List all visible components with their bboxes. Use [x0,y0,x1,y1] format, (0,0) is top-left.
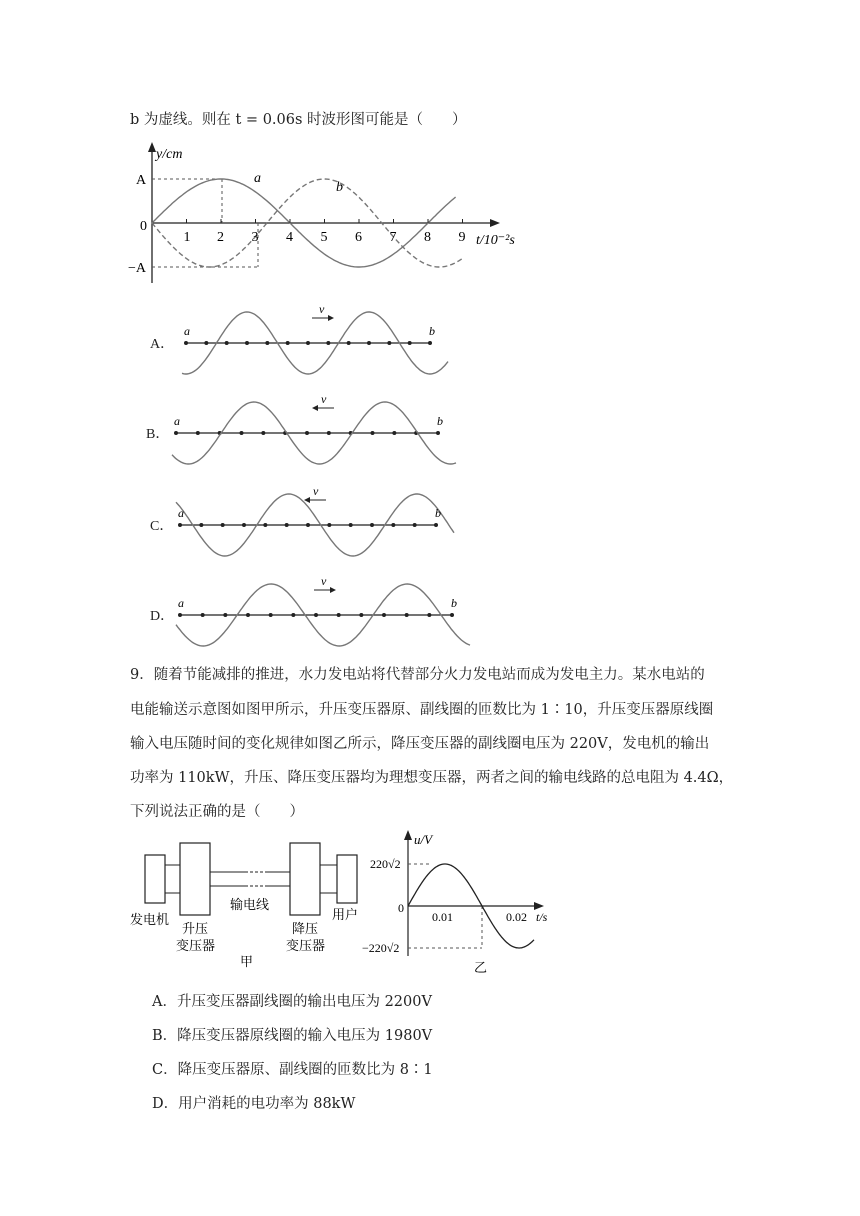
q9-option[interactable]: B．降压变压器原线圈的输入电压为 1980V [152,1028,433,1044]
particle-dot [306,523,310,527]
arrow-head [304,497,310,503]
q8-option-label[interactable]: C． [150,519,174,534]
particle-dot [428,341,432,345]
particle-dot [387,341,391,345]
amp-neg-label: −A [128,261,147,276]
particle-dot [382,613,386,617]
particle-dot [178,523,182,527]
particle-dot [347,341,351,345]
velocity-label: v [321,395,327,406]
point-b-label: b [435,506,441,520]
generator-label: 发电机 [130,913,170,928]
amp-pos-label: A [136,173,147,188]
q8-option-wave[interactable] [170,487,490,567]
particle-dot [221,523,225,527]
q9-ut-graph [360,826,560,976]
step-down-label-2: 变压器 [286,939,326,954]
graph-caption: 乙 [474,961,488,976]
point-a-label: a [184,324,190,338]
point-a-label: a [174,414,180,428]
particle-dot [269,613,273,617]
arrow-head [330,587,336,593]
velocity-label: v [321,577,327,588]
particle-dot [405,613,409,617]
particle-dot [240,431,244,435]
t1-label: 0.01 [432,910,453,924]
q9-option[interactable]: C．降压变压器原、副线圈的匝数比为 8∶1 [152,1062,433,1078]
velocity-label: v [319,305,325,316]
q9-text-line: 电能输送示意图如图甲所示，升压变压器原、副线圈的匝数比为 1∶10，升压变压器原线圈 [130,702,714,718]
x-tick-label: 7 [389,230,397,245]
q8-option-wave[interactable] [170,577,490,657]
particle-dot [337,613,341,617]
x-tick-label: 9 [458,230,466,245]
particle-dot [306,341,310,345]
particle-dot [285,523,289,527]
step-up-label-2: 变压器 [176,939,216,954]
q8-graph [0,138,860,438]
velocity-label: v [313,487,319,498]
point-a-label: a [178,596,184,610]
q8-option-label[interactable]: B． [146,427,170,442]
particle-dot [223,613,227,617]
x-tick-label: 4 [286,230,293,245]
q8-option-wave[interactable] [170,395,490,475]
particle-dot [261,431,265,435]
arrow-head [312,405,318,411]
generator-box [145,855,165,903]
particle-dot [286,341,290,345]
particle-dot [178,613,182,617]
x-tick-label: 3 [251,230,259,245]
particle-dot [391,523,395,527]
particle-dot [242,523,246,527]
point-b-label: b [429,324,435,338]
u-origin-label: 0 [398,901,404,915]
peak-pos-label: 220√2 [370,857,401,871]
step-up-label-1: 升压 [182,922,209,937]
particle-dot [199,523,203,527]
t2-label: 0.02 [506,910,527,924]
x-axis-label: t/10⁻²s [476,233,515,248]
curve-b-label: b [336,180,343,195]
q9-text-line: 功率为 110kW，升压、降压变压器均为理想变压器，两者之间的输电线路的总电阻为 4.4Ω， [130,770,734,786]
x-tick-label: 5 [320,230,328,245]
particle-dot [371,431,375,435]
point-b-label: b [451,596,457,610]
q9-option[interactable]: A．升压变压器副线圈的输出电压为 2200V [152,994,432,1010]
q8-option-label[interactable]: D． [150,609,175,624]
particle-dot [305,431,309,435]
x-tick-label: 2 [217,230,224,245]
origin-label: 0 [140,219,147,234]
particle-dot [370,523,374,527]
x-tick-label: 6 [355,230,362,245]
q8-stem: b 为虚线。则在 t = 0.06s 时波形图可能是（ ） [130,112,467,128]
point-a-label: a [178,506,184,520]
particle-dot [413,523,417,527]
particle-dot [196,431,200,435]
particle-dot [314,613,318,617]
arrow-head [328,315,334,321]
particle-dot [408,341,412,345]
diagram-caption: 甲 [240,955,254,970]
q8-option-label[interactable]: A． [150,337,175,352]
user-box [337,855,357,903]
particle-dot [450,613,454,617]
user-label: 用户 [332,908,359,923]
particle-dot [327,431,331,435]
particle-dot [367,341,371,345]
particle-dot [174,431,178,435]
particle-dot [246,613,250,617]
q9-text-line: 下列说法正确的是（ ） [130,804,304,820]
step-up-transformer [180,843,210,915]
q9-text-line: 9．随着节能减排的推进，水力发电站将代替部分火力发电站而成为发电主力。某水电站的 [130,667,705,683]
peak-neg-label: −220√2 [362,941,400,955]
particle-dot [245,341,249,345]
particle-dot [436,431,440,435]
particle-dot [263,523,267,527]
q8-option-wave[interactable] [170,305,490,385]
particle-dot [201,613,205,617]
particle-dot [359,613,363,617]
q9-text-line: 输入电压随时间的变化规律如图乙所示，降压变压器的副线圈电压为 220V，发电机的输出 [130,736,710,752]
curve-a-label: a [254,171,261,186]
particle-dot [392,431,396,435]
particle-dot [434,523,438,527]
particle-dot [265,341,269,345]
particle-dot [349,523,353,527]
line-label: 输电线 [230,898,270,913]
y-axis-label: y/cm [156,147,183,162]
step-down-label-1: 降压 [292,922,319,937]
x-tick-label: 1 [183,230,191,245]
x-tick-label: 8 [424,230,431,245]
particle-dot [184,341,188,345]
particle-dot [327,523,331,527]
particle-dot [326,341,330,345]
t-axis-label: t/s [536,910,548,924]
particle-dot [225,341,229,345]
q9-option[interactable]: D．用户消耗的电功率为 88kW [152,1096,356,1112]
point-b-label: b [437,414,443,428]
u-axis-label: u/V [414,832,433,847]
step-down-transformer [290,843,320,915]
particle-dot [427,613,431,617]
particle-dot [204,341,208,345]
particle-dot [291,613,295,617]
